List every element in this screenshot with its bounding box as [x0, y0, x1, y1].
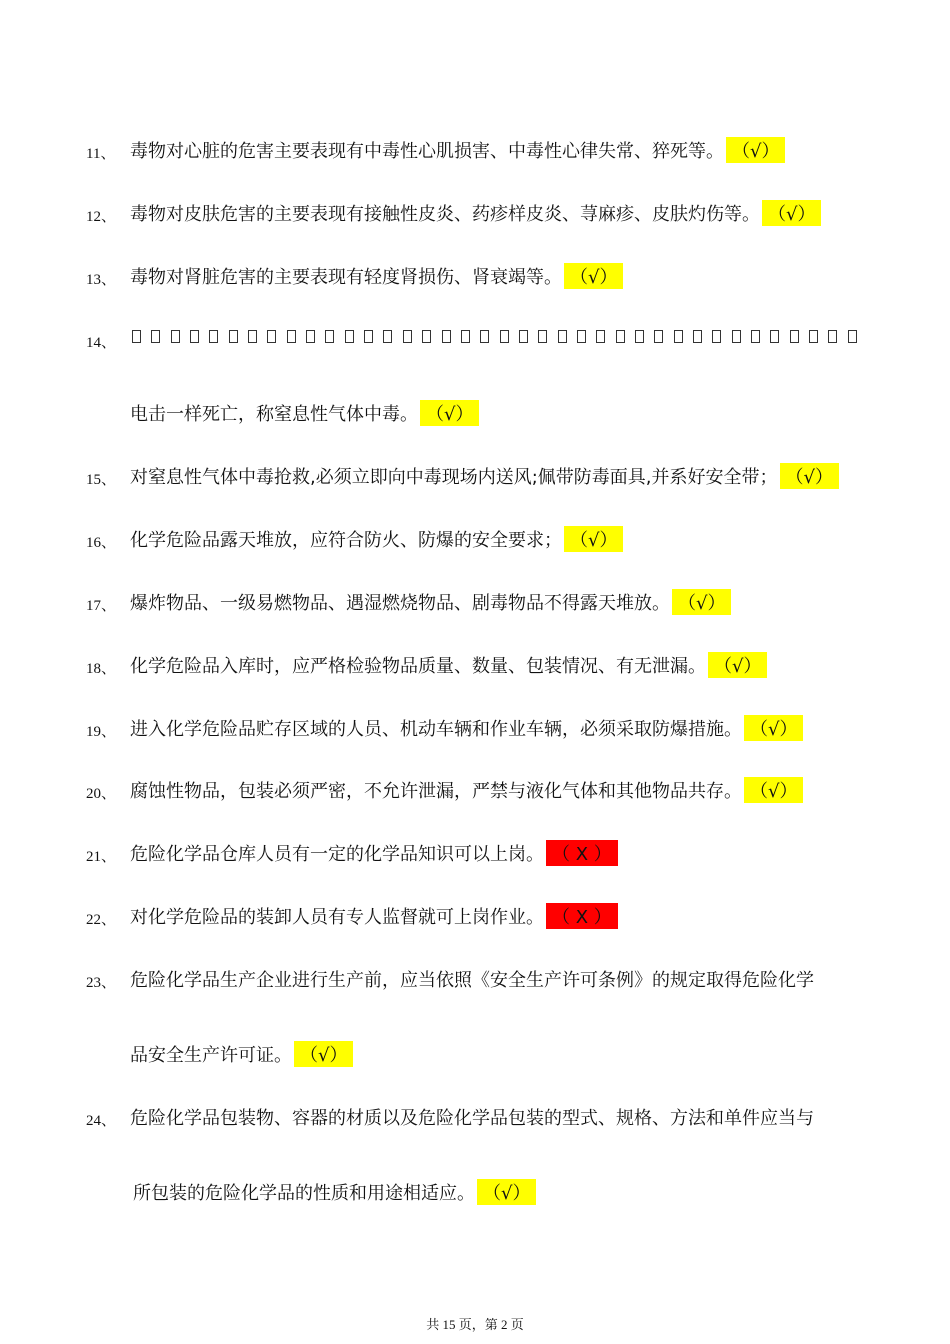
answer-mark-correct: （√） [744, 777, 803, 803]
question-number: 22、 [86, 912, 117, 928]
question-text: 进入化学危险品贮存区域的人员、机动车辆和作业车辆，必须采取防爆措施。 （√） [130, 715, 803, 741]
question-number: 24、 [86, 1113, 117, 1129]
question-text: 危险化学品仓库人员有一定的化学品知识可以上岗。 （ X ） [130, 840, 618, 866]
question-text: 毒物对皮肤危害的主要表现有接触性皮炎、药疹样皮炎、荨麻疹、皮肤灼伤等。 （√） [130, 200, 821, 226]
question-text: 腐蚀性物品，包装必须严密，不允许泄漏，严禁与液化气体和其他物品共存。 （√） [130, 777, 803, 803]
question-number: 17、 [86, 598, 117, 614]
question-number: 12、 [86, 209, 117, 225]
question-text: 爆炸物品、一级易燃物品、遇湿燃烧物品、剧毒物品不得露天堆放。 （√） [130, 589, 731, 615]
question-number: 14、 [86, 335, 117, 351]
answer-mark-correct: （√） [762, 200, 821, 226]
question-text-continued: 电击一样死亡，称窒息性气体中毒。 （√） [130, 400, 479, 426]
question-text: 化学危险品入库时，应严格检验物品质量、数量、包装情况、有无泄漏。 （√） [130, 652, 767, 678]
question-text: 危险化学品包装物、容器的材质以及危险化学品包装的型式、规格、方法和单件应当与 [130, 1108, 814, 1129]
answer-mark-correct: （√） [672, 589, 731, 615]
question-number: 15、 [86, 472, 117, 488]
question-number: 11、 [86, 146, 116, 162]
answer-mark-correct: （√） [726, 137, 785, 163]
answer-mark-wrong: （ X ） [546, 903, 618, 929]
answer-mark-correct: （√） [477, 1179, 536, 1205]
answer-mark-correct: （√） [708, 652, 767, 678]
answer-mark-wrong: （ X ） [546, 840, 618, 866]
question-text: 危险化学品生产企业进行生产前，应当依照《安全生产许可条例》的规定取得危险化学 [130, 970, 814, 991]
question-text: 毒物对心脏的危害主要表现有中毒性心肌损害、中毒性心律失常、猝死等。 （√） [130, 137, 785, 163]
answer-mark-correct: （√） [744, 715, 803, 741]
question-text: 化学危险品露天堆放，应符合防火、防爆的安全要求； （√） [130, 526, 623, 552]
answer-mark-correct: （√） [780, 463, 839, 489]
question-number: 19、 [86, 724, 117, 740]
missing-glyph-row [132, 330, 857, 343]
question-text: 对化学危险品的装卸人员有专人监督就可上岗作业。 （ X ） [130, 903, 618, 929]
answer-mark-correct: （√） [564, 263, 623, 289]
question-number: 20、 [86, 786, 117, 802]
answer-mark-correct: （√） [564, 526, 623, 552]
question-number: 23、 [86, 975, 117, 991]
question-number: 21、 [86, 849, 117, 865]
question-text-continued: 品安全生产许可证。 （√） [130, 1041, 353, 1067]
answer-mark-correct: （√） [420, 400, 479, 426]
question-text-continued: 所包装的危险化学品的性质和用途相适应。 （√） [133, 1179, 536, 1205]
question-number: 16、 [86, 535, 117, 551]
question-number: 18、 [86, 661, 117, 677]
answer-mark-correct: （√） [294, 1041, 353, 1067]
question-text: 毒物对肾脏危害的主要表现有轻度肾损伤、肾衰竭等。 （√） [130, 263, 623, 289]
page-footer: 共 15 页，第 2 页 [426, 1317, 524, 1332]
question-number: 13、 [86, 272, 117, 288]
question-text: 对窒息性气体中毒抢救,必须立即向中毒现场内送风;佩带防毒面具,并系好安全带； （√） [130, 463, 839, 489]
